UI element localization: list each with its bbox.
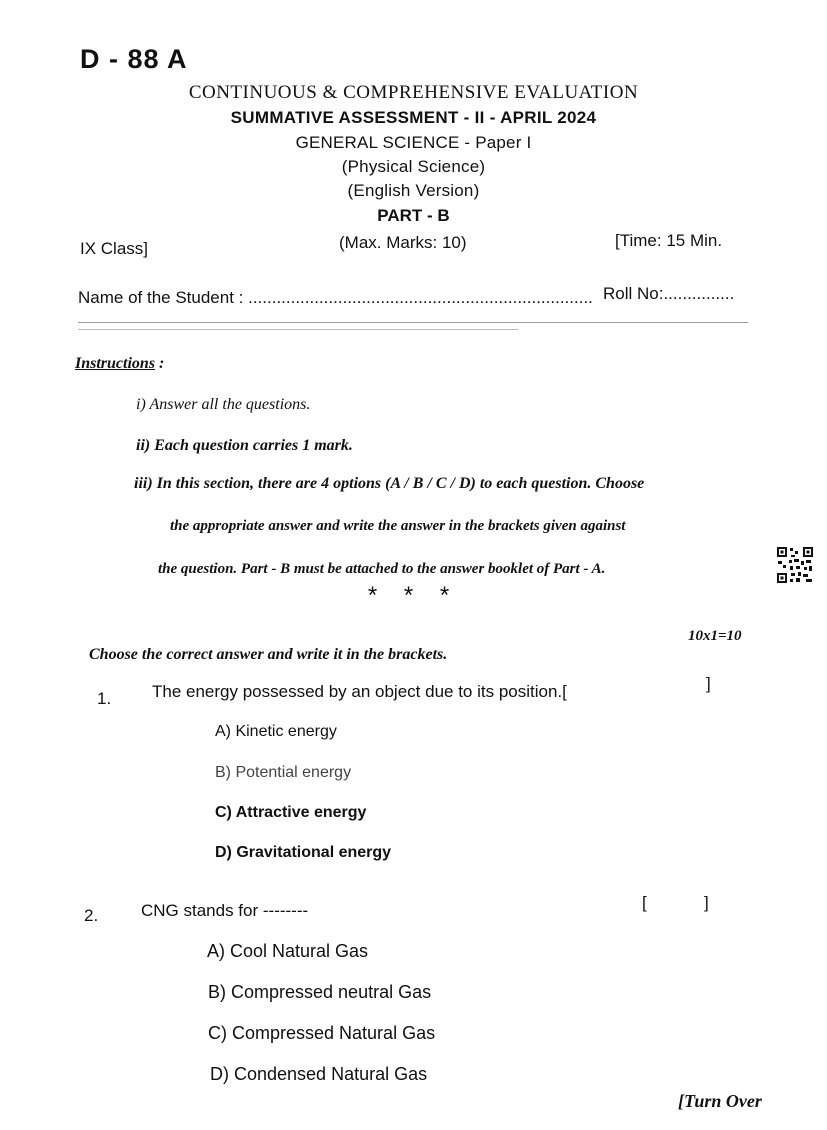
divider-line — [78, 322, 748, 323]
question-2-option-d: D) Condensed Natural Gas — [210, 1064, 428, 1084]
qr-code-icon — [776, 546, 814, 584]
question-1-text: The energy possessed by an object due to its position.[ — [152, 682, 567, 701]
section-marks: 10x1=10 — [688, 628, 742, 644]
roll-number-field: Roll No:............... — [603, 284, 735, 303]
student-name-field: Name of the Student : ......................................................................... — [78, 288, 593, 307]
question-2-bracket-close: ] — [704, 893, 709, 912]
question-2-text: CNG stands for -------- — [141, 901, 309, 920]
question-1-number: 1. — [97, 689, 112, 708]
question-2-number: 2. — [84, 906, 99, 925]
exam-title: SUMMATIVE ASSESSMENT - II - APRIL 2024 — [230, 108, 597, 127]
part-label: PART - B — [377, 206, 450, 225]
time-label: [Time: 15 Min. — [615, 231, 723, 250]
question-2-option-a: A) Cool Natural Gas — [207, 941, 369, 961]
instruction-3a: iii) In this section, there are 4 options (A / B / C / D) to each question. Choose — [134, 475, 645, 492]
max-marks-label: (Max. Marks: 10) — [339, 233, 467, 252]
question-1-option-d: D) Gravitational energy — [215, 844, 392, 861]
paper-code: D - 88 A — [80, 44, 188, 74]
subject-subtitle: (Physical Science) — [341, 157, 486, 176]
question-2-option-b: B) Compressed neutral Gas — [208, 982, 432, 1002]
question-1-bracket-close: ] — [706, 674, 711, 693]
instruction-3c: the question. Part - B must be attached to the answer booklet of Part - A. — [158, 561, 606, 577]
section-directive: Choose the correct answer and write it in the brackets. — [89, 646, 448, 663]
turn-over-note: [Turn Over — [678, 1091, 762, 1111]
question-1-option-b: B) Potential energy — [215, 764, 352, 781]
instruction-2: ii) Each question carries 1 mark. — [136, 437, 353, 454]
instruction-3b: the appropriate answer and write the answer in the brackets given against — [170, 518, 626, 534]
question-2-bracket-open: [ — [642, 893, 647, 912]
separator-stars: * * * — [367, 582, 460, 609]
question-1-option-a: A) Kinetic energy — [215, 723, 337, 740]
question-2-option-c: C) Compressed Natural Gas — [208, 1023, 436, 1043]
divider-line-faint — [78, 329, 518, 330]
question-1-option-c: C) Attractive energy — [215, 804, 367, 821]
version-label: (English Version) — [347, 181, 480, 200]
instruction-1: i) Answer all the questions. — [136, 396, 311, 413]
board-title: CONTINUOUS & COMPREHENSIVE EVALUATION — [188, 82, 639, 103]
instructions-heading: Instructions : — [75, 355, 165, 372]
subject-title: GENERAL SCIENCE - Paper I — [295, 133, 532, 152]
class-label: IX Class] — [80, 239, 149, 258]
